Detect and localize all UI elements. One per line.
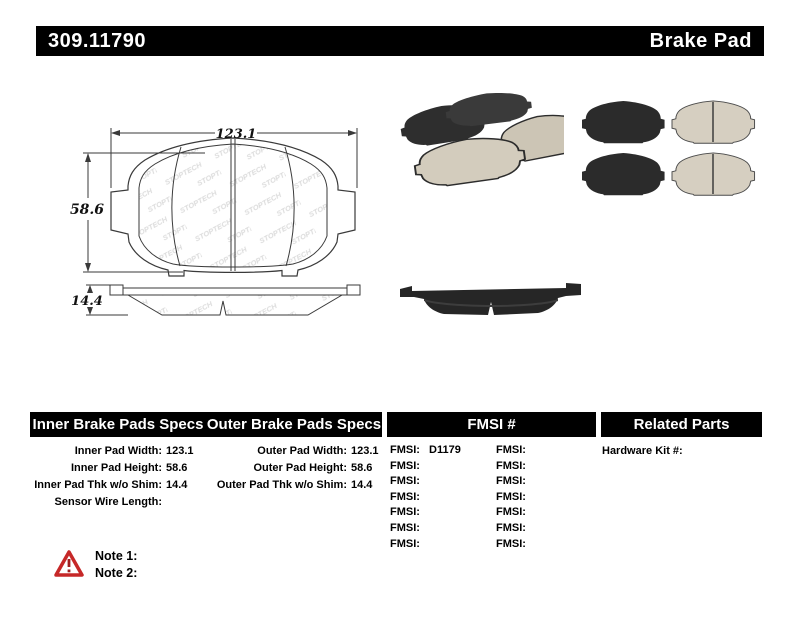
fmsi-row: FMSI: <box>496 521 526 534</box>
dim-height-label: 58.6 <box>69 202 105 218</box>
spec-row: Inner Pad Height: 58.6 <box>70 462 188 474</box>
pad-photo-dark <box>582 153 665 195</box>
fmsi-row: FMSI: <box>390 459 420 472</box>
note-line: Note 1: <box>95 549 138 563</box>
pad-photo-dark <box>582 101 665 143</box>
dim-arrow <box>87 285 93 293</box>
warning-icon <box>54 550 84 578</box>
inner-specs-header: Inner Brake Pads Specs <box>32 416 204 433</box>
specs-header-bar <box>30 412 382 437</box>
fmsi-header-bar <box>387 412 596 437</box>
spec-row: Inner Pad Thk w/o Shim: 14.4 <box>34 479 188 491</box>
pad-edge-silhouette <box>400 283 581 315</box>
related-parts-column <box>602 443 762 460</box>
fmsi-row: FMSI: <box>390 506 420 519</box>
fmsi-row: FMSI: <box>390 475 420 488</box>
dim-arrow <box>85 153 91 162</box>
fmsi-row: FMSI: D1179 <box>390 444 461 456</box>
fmsi-row: FMSI: <box>496 490 526 503</box>
fmsi-header: FMSI # <box>467 416 516 433</box>
note-line: Note 2: <box>95 566 138 580</box>
fmsi-row: FMSI: <box>496 506 526 519</box>
technical-drawing <box>65 118 375 333</box>
spec-row: Outer Pad Height: 58.6 <box>253 462 373 474</box>
related-parts-header-bar <box>601 412 762 437</box>
dim-thickness-label: 14.4 <box>71 294 103 309</box>
notes-block <box>95 548 137 582</box>
fmsi-row: FMSI: <box>496 444 526 456</box>
outer-specs-header: Outer Brake Pads Specs <box>206 416 382 433</box>
fmsi-row: FMSI: <box>496 537 526 550</box>
related-parts-header: Related Parts <box>633 416 730 433</box>
photo-pad-edge <box>398 274 584 328</box>
spec-row: Inner Pad Width: 123.1 <box>74 445 194 457</box>
fmsi-row: FMSI: <box>390 490 420 503</box>
fmsi-row: FMSI: <box>390 537 420 550</box>
photo-pads-angled <box>392 90 564 208</box>
photo-pads-flat <box>576 88 766 208</box>
spec-row: Outer Pad Width: 123.1 <box>257 445 379 457</box>
dim-arrow <box>111 130 120 136</box>
fmsi-row: FMSI: <box>390 521 420 534</box>
fmsi-row: FMSI: <box>496 459 526 472</box>
side-view <box>110 285 360 315</box>
fmsi-column-2 <box>496 443 596 552</box>
header-bar <box>36 26 764 56</box>
related-row: Hardware Kit #: <box>602 445 683 457</box>
spec-row: Sensor Wire Length: <box>54 496 162 508</box>
fmsi-column-1 <box>390 443 490 552</box>
part-number: 309.11790 <box>48 29 146 52</box>
dim-arrow <box>348 130 357 136</box>
dim-width-label: 123.1 <box>215 127 257 142</box>
inner-specs-column <box>30 443 216 511</box>
dim-arrow <box>85 263 91 272</box>
spec-row: Outer Pad Thk w/o Shim: 14.4 <box>216 479 373 491</box>
front-view-friction-face <box>139 144 327 267</box>
outer-specs-column <box>205 443 380 494</box>
product-type-title: Brake Pad <box>649 29 752 52</box>
fmsi-row: FMSI: <box>496 475 526 488</box>
